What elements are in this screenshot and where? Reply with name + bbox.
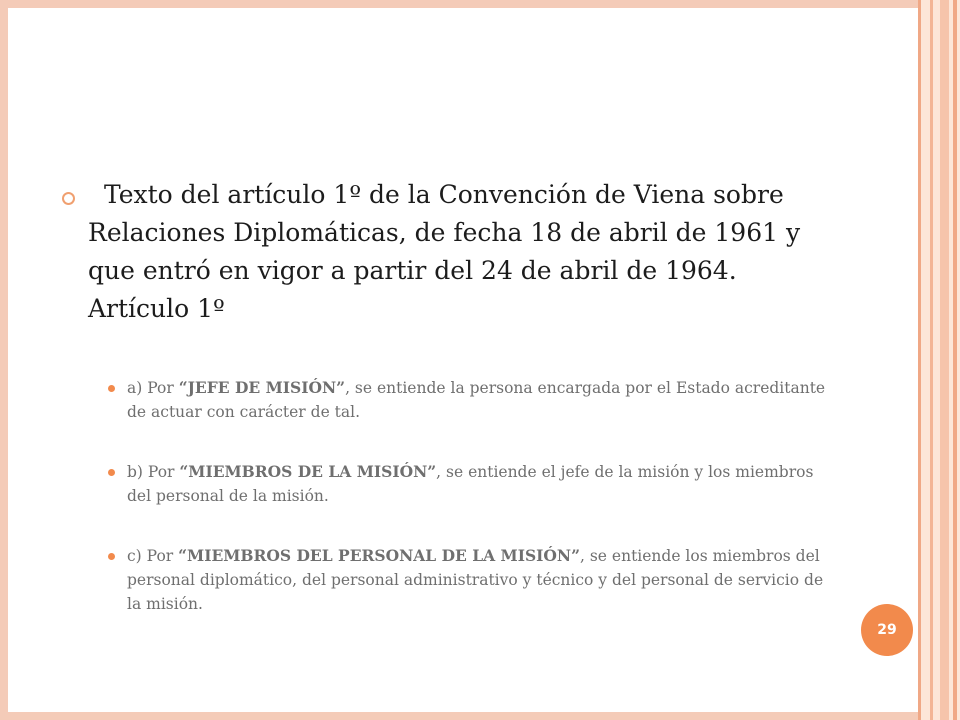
bullet-dot-icon — [108, 385, 115, 392]
frame-left-border — [0, 0, 8, 720]
main-point — [62, 176, 822, 328]
bullet-dot-icon — [108, 469, 115, 476]
item-term: “JEFE DE MISIÓN” — [178, 378, 346, 397]
main-point-text: Texto del artículo 1º de la Convención de Viena sobre Relaciones Diplomáticas, de fecha 18 de abril de 1961 y que entró en vigor a partir del 24 de abril de 1964. Artículo 1º — [88, 180, 801, 323]
stripe — [918, 0, 921, 720]
list-item — [108, 544, 828, 616]
item-definition: , se entiende la persona encargada por el Estado acreditante de actuar con carácter de tal. — [127, 379, 826, 421]
item-term: “MIEMBROS DE LA MISIÓN” — [179, 462, 437, 481]
item-prefix: c) Por — [127, 547, 179, 565]
frame-top-border — [0, 0, 920, 8]
item-term: “MIEMBROS DEL PERSONAL DE LA MISIÓN” — [178, 546, 580, 565]
definition-list — [108, 376, 828, 616]
stripe — [953, 0, 957, 720]
stripe — [940, 0, 949, 720]
stripe — [930, 0, 933, 720]
page-number-badge: 29 — [861, 604, 913, 656]
item-definition: , se entiende los miembros del personal diplomático, del personal administrativo y técnico y del personal de servicio de la misión. — [127, 547, 824, 613]
frame-bottom-border — [0, 712, 920, 720]
ring-bullet-icon — [62, 192, 75, 205]
decorative-stripes — [918, 0, 960, 720]
item-definition: , se entiende el jefe de la misión y los miembros del personal de la misión. — [127, 463, 814, 505]
item-prefix: b) Por — [127, 463, 180, 481]
bullet-dot-icon — [108, 553, 115, 560]
list-item — [108, 376, 828, 424]
list-item — [108, 460, 828, 508]
item-prefix: a) Por — [127, 379, 179, 397]
